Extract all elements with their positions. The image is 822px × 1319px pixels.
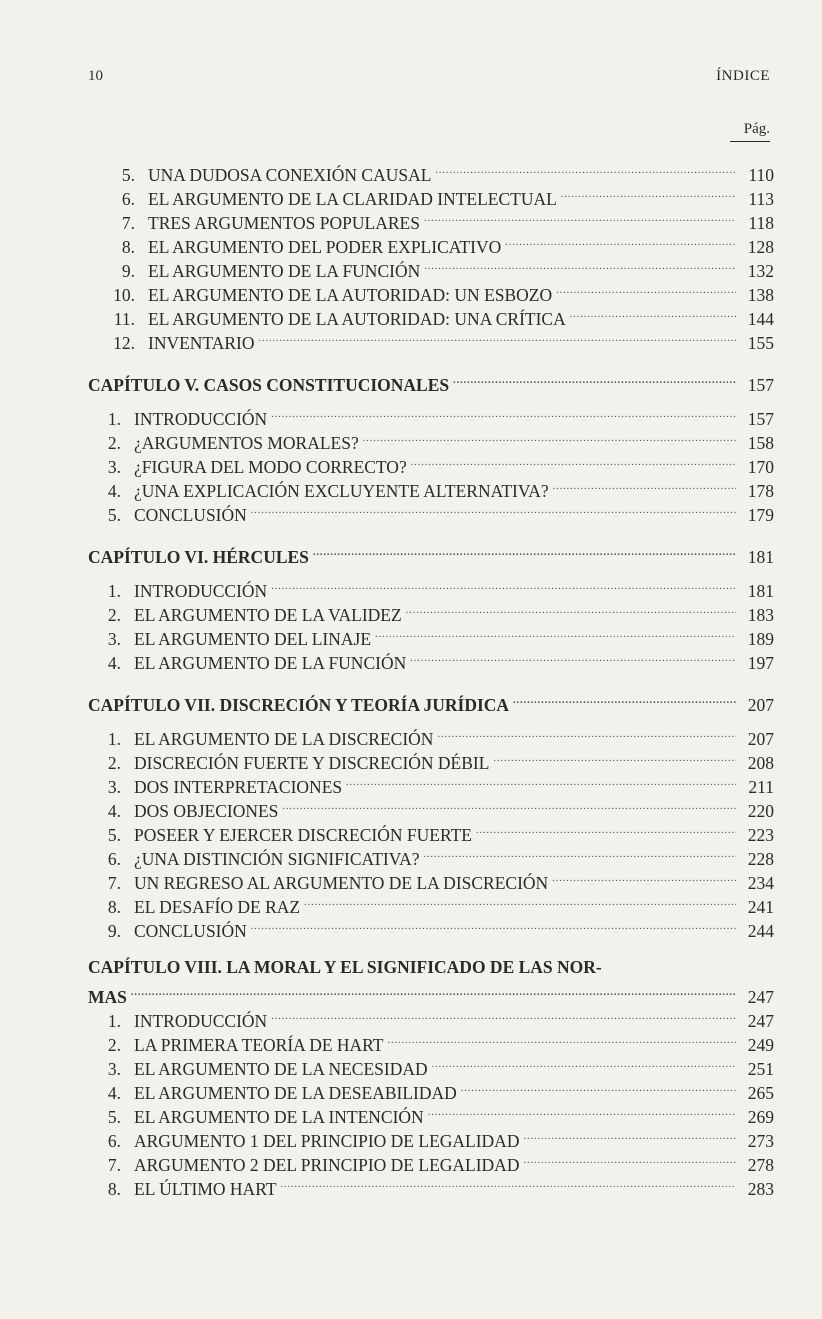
dot-leader bbox=[411, 449, 736, 473]
entry-page: 138 bbox=[747, 285, 774, 305]
entry-page: 247 bbox=[747, 1011, 774, 1031]
entry-page: 158 bbox=[747, 433, 774, 453]
dot-leader bbox=[271, 1003, 736, 1027]
entry-number: 5. bbox=[121, 165, 135, 185]
dot-leader bbox=[271, 401, 736, 425]
entry-page: 249 bbox=[747, 1035, 774, 1055]
entry-number: 8. bbox=[121, 237, 135, 257]
chapter-title: CAPÍTULO V. CASOS CONSTITUCIONALES bbox=[88, 375, 450, 395]
chapter-page: 207 bbox=[747, 695, 774, 715]
entry-page: 179 bbox=[747, 505, 774, 525]
entry-number: 1. bbox=[107, 581, 121, 601]
entry-number: 5. bbox=[107, 505, 121, 525]
dot-leader bbox=[428, 1099, 736, 1123]
entry-number: 1. bbox=[107, 729, 121, 749]
toc-entry bbox=[88, 157, 774, 185]
running-head bbox=[88, 68, 770, 88]
entry-number: 4. bbox=[107, 1083, 121, 1103]
entry-title: EL ARGUMENTO DEL PODER EXPLICATIVO bbox=[148, 237, 502, 257]
entry-title: EL ARGUMENTO DE LA INTENCIÓN bbox=[134, 1107, 424, 1127]
toc-entry bbox=[88, 621, 774, 649]
dot-leader bbox=[561, 181, 736, 205]
toc-entry bbox=[88, 401, 774, 429]
dot-leader bbox=[387, 1027, 736, 1051]
toc-entry bbox=[88, 425, 774, 453]
chapter-entry bbox=[88, 687, 774, 715]
table-of-contents bbox=[88, 157, 774, 1199]
toc-entry bbox=[88, 1099, 774, 1127]
dot-leader bbox=[552, 865, 736, 889]
entry-number: 11. bbox=[113, 309, 135, 329]
dot-leader bbox=[251, 913, 736, 937]
entry-title: EL ARGUMENTO DE LA NECESIDAD bbox=[134, 1059, 428, 1079]
entry-title: EL ARGUMENTO DE LA FUNCIÓN bbox=[148, 261, 421, 281]
toc-entry bbox=[88, 205, 774, 233]
dot-leader bbox=[281, 1171, 736, 1195]
entry-number: 7. bbox=[121, 213, 135, 233]
toc-entry bbox=[88, 1171, 774, 1199]
entry-page: 241 bbox=[747, 897, 774, 917]
toc-entry bbox=[88, 865, 774, 893]
toc-entry bbox=[88, 301, 774, 329]
entry-number: 6. bbox=[107, 1131, 121, 1151]
entry-page: 144 bbox=[747, 309, 774, 329]
dot-leader bbox=[505, 229, 736, 253]
dot-leader bbox=[493, 745, 736, 769]
entry-title: ¿UNA DISTINCIÓN SIGNIFICATIVA? bbox=[134, 849, 420, 869]
entry-title: DISCRECIÓN FUERTE Y DISCRECIÓN DÉBIL bbox=[134, 753, 490, 773]
entry-number: 5. bbox=[107, 825, 121, 845]
entry-number: 3. bbox=[107, 629, 121, 649]
chapter-entry bbox=[88, 367, 774, 395]
entry-number: 1. bbox=[107, 1011, 121, 1031]
entry-number: 8. bbox=[107, 1179, 121, 1199]
entry-title: ARGUMENTO 1 DEL PRINCIPIO DE LEGALIDAD bbox=[134, 1131, 520, 1151]
dot-leader bbox=[410, 645, 736, 669]
dot-leader bbox=[271, 573, 736, 597]
toc-entry bbox=[88, 277, 774, 305]
toc-entry bbox=[88, 1051, 774, 1079]
entry-title: EL ARGUMENTO DE LA DISCRECIÓN bbox=[134, 729, 434, 749]
chapter-title: CAPÍTULO VII. DISCRECIÓN Y TEORÍA JURÍDICA bbox=[88, 695, 510, 715]
dot-leader bbox=[513, 687, 736, 711]
dot-leader bbox=[437, 721, 736, 745]
entry-title: CONCLUSIÓN bbox=[134, 921, 247, 941]
entry-title: CONCLUSIÓN bbox=[134, 505, 247, 525]
toc-entry bbox=[88, 181, 774, 209]
entry-page: 181 bbox=[747, 581, 774, 601]
entry-title: EL DESAFÍO DE RAZ bbox=[134, 897, 301, 917]
page-column-label: Pág. bbox=[730, 121, 770, 142]
entry-number: 6. bbox=[107, 849, 121, 869]
entry-page: 244 bbox=[747, 921, 774, 941]
dot-leader bbox=[424, 841, 737, 865]
entry-page: 208 bbox=[747, 753, 774, 773]
dot-leader bbox=[282, 793, 736, 817]
entry-number: 12. bbox=[113, 333, 135, 353]
toc-entry bbox=[88, 473, 774, 501]
entry-number: 3. bbox=[107, 457, 121, 477]
entry-title: UN REGRESO AL ARGUMENTO DE LA DISCRECIÓN bbox=[134, 873, 549, 893]
entry-number: 7. bbox=[107, 873, 121, 893]
dot-leader bbox=[461, 1075, 736, 1099]
entry-title: EL ARGUMENTO DE LA AUTORIDAD: UNA CRÍTICA bbox=[148, 309, 566, 329]
entry-page: 220 bbox=[747, 801, 774, 821]
entry-title: INTRODUCCIÓN bbox=[134, 1011, 268, 1031]
entry-title: EL ARGUMENTO DE LA VALIDEZ bbox=[134, 605, 402, 625]
dot-leader bbox=[304, 889, 736, 913]
dot-leader bbox=[453, 367, 736, 391]
entry-number: 2. bbox=[107, 605, 121, 625]
entry-page: 269 bbox=[747, 1107, 774, 1127]
dot-leader bbox=[406, 597, 736, 621]
entry-page: 207 bbox=[747, 729, 774, 749]
entry-title: EL ARGUMENTO DE LA CLARIDAD INTELECTUAL bbox=[148, 189, 557, 209]
toc-entry bbox=[88, 1075, 774, 1103]
entry-number: 9. bbox=[107, 921, 121, 941]
entry-number: 3. bbox=[107, 1059, 121, 1079]
entry-page: 265 bbox=[747, 1083, 774, 1103]
chapter-title-line: CAPÍTULO VIII. LA MORAL Y EL SIGNIFICADO DE LAS NOR- bbox=[88, 957, 602, 977]
chapter-page: 181 bbox=[747, 547, 774, 567]
entry-number: 8. bbox=[107, 897, 121, 917]
toc-entry bbox=[88, 817, 774, 845]
entry-title: INVENTARIO bbox=[148, 333, 255, 353]
dot-leader bbox=[476, 817, 736, 841]
entry-number: 6. bbox=[121, 189, 135, 209]
toc-entry bbox=[88, 497, 774, 525]
entry-number: 7. bbox=[107, 1155, 121, 1175]
toc-entry bbox=[88, 1123, 774, 1151]
dot-leader bbox=[570, 301, 736, 325]
entry-page: 223 bbox=[747, 825, 774, 845]
entry-number: 5. bbox=[107, 1107, 121, 1127]
toc-entry bbox=[88, 841, 774, 869]
entry-title: LA PRIMERA TEORÍA DE HART bbox=[134, 1035, 384, 1055]
entry-title: TRES ARGUMENTOS POPULARES bbox=[148, 213, 420, 233]
entry-page: 273 bbox=[747, 1131, 774, 1151]
entry-number: 4. bbox=[107, 801, 121, 821]
toc-entry bbox=[88, 913, 774, 941]
toc-entry bbox=[88, 645, 774, 673]
dot-leader bbox=[251, 497, 736, 521]
dot-leader bbox=[424, 253, 736, 277]
entry-title: ¿FIGURA DEL MODO CORRECTO? bbox=[134, 457, 407, 477]
toc-entry bbox=[88, 1027, 774, 1055]
entry-page: 197 bbox=[747, 653, 774, 673]
entry-number: 4. bbox=[107, 481, 121, 501]
entry-page: 283 bbox=[747, 1179, 774, 1199]
dot-leader bbox=[523, 1123, 736, 1147]
dot-leader bbox=[432, 1051, 736, 1075]
entry-number: 3. bbox=[107, 777, 121, 797]
entry-number: 2. bbox=[107, 1035, 121, 1055]
entry-page: 178 bbox=[747, 481, 774, 501]
toc-entry bbox=[88, 325, 774, 353]
chapter-title: MAS bbox=[88, 987, 127, 1007]
dot-leader bbox=[346, 769, 736, 793]
entry-title: DOS INTERPRETACIONES bbox=[134, 777, 343, 797]
entry-title: EL ARGUMENTO DE LA FUNCIÓN bbox=[134, 653, 407, 673]
entry-number: 2. bbox=[107, 433, 121, 453]
entry-page: 251 bbox=[747, 1059, 774, 1079]
dot-leader bbox=[435, 157, 736, 181]
chapter-entry bbox=[88, 539, 774, 567]
dot-leader bbox=[259, 325, 737, 349]
entry-title: DOS OBJECIONES bbox=[134, 801, 279, 821]
entry-page: 118 bbox=[748, 213, 774, 233]
entry-page: 113 bbox=[748, 189, 774, 209]
toc-entry bbox=[88, 889, 774, 917]
entry-number: 1. bbox=[107, 409, 121, 429]
dot-leader bbox=[556, 277, 736, 301]
entry-page: 110 bbox=[748, 165, 774, 185]
dot-leader bbox=[131, 979, 736, 1003]
dot-leader bbox=[424, 205, 736, 229]
running-title: ÍNDICE bbox=[716, 68, 770, 84]
entry-number: 9. bbox=[121, 261, 135, 281]
dot-leader bbox=[313, 539, 736, 563]
entry-page: 128 bbox=[747, 237, 774, 257]
chapter-page: 157 bbox=[747, 375, 774, 395]
entry-page: 132 bbox=[747, 261, 774, 281]
entry-page: 155 bbox=[747, 333, 774, 353]
entry-title: POSEER Y EJERCER DISCRECIÓN FUERTE bbox=[134, 825, 472, 845]
dot-leader bbox=[523, 1147, 736, 1171]
entry-number: 10. bbox=[113, 285, 135, 305]
entry-title: INTRODUCCIÓN bbox=[134, 581, 268, 601]
entry-title: UNA DUDOSA CONEXIÓN CAUSAL bbox=[148, 165, 432, 185]
entry-page: 228 bbox=[747, 849, 774, 869]
page-number: 10 bbox=[88, 68, 103, 84]
entry-number: 4. bbox=[107, 653, 121, 673]
entry-title: EL ARGUMENTO DEL LINAJE bbox=[134, 629, 372, 649]
entry-title: EL ARGUMENTO DE LA DESEABILIDAD bbox=[134, 1083, 457, 1103]
toc-entry bbox=[88, 573, 774, 601]
toc-entry bbox=[88, 769, 774, 797]
toc-entry bbox=[88, 793, 774, 821]
dot-leader bbox=[363, 425, 736, 449]
entry-number: 2. bbox=[107, 753, 121, 773]
entry-title: ¿UNA EXPLICACIÓN EXCLUYENTE ALTERNATIVA? bbox=[134, 481, 549, 501]
entry-title: EL ÚLTIMO HART bbox=[134, 1179, 277, 1199]
toc-entry bbox=[88, 449, 774, 477]
chapter-title: CAPÍTULO VI. HÉRCULES bbox=[88, 547, 309, 567]
toc-entry bbox=[88, 597, 774, 625]
entry-title: INTRODUCCIÓN bbox=[134, 409, 268, 429]
entry-title: EL ARGUMENTO DE LA AUTORIDAD: UN ESBOZO bbox=[148, 285, 553, 305]
entry-page: 157 bbox=[747, 409, 774, 429]
entry-title: ¿ARGUMENTOS MORALES? bbox=[134, 433, 359, 453]
toc-entry bbox=[88, 721, 774, 749]
toc-entry bbox=[88, 745, 774, 773]
entry-page: 211 bbox=[748, 777, 774, 797]
entry-page: 170 bbox=[747, 457, 774, 477]
toc-entry bbox=[88, 1003, 774, 1031]
chapter-page: 247 bbox=[747, 987, 774, 1007]
dot-leader bbox=[553, 473, 736, 497]
dot-leader bbox=[375, 621, 736, 645]
entry-page: 234 bbox=[747, 873, 774, 893]
chapter-entry bbox=[88, 979, 774, 1007]
toc-entry bbox=[88, 229, 774, 257]
entry-page: 183 bbox=[747, 605, 774, 625]
toc-entry bbox=[88, 1147, 774, 1175]
entry-page: 189 bbox=[747, 629, 774, 649]
toc-entry bbox=[88, 253, 774, 281]
entry-page: 278 bbox=[747, 1155, 774, 1175]
entry-title: ARGUMENTO 2 DEL PRINCIPIO DE LEGALIDAD bbox=[134, 1155, 520, 1175]
